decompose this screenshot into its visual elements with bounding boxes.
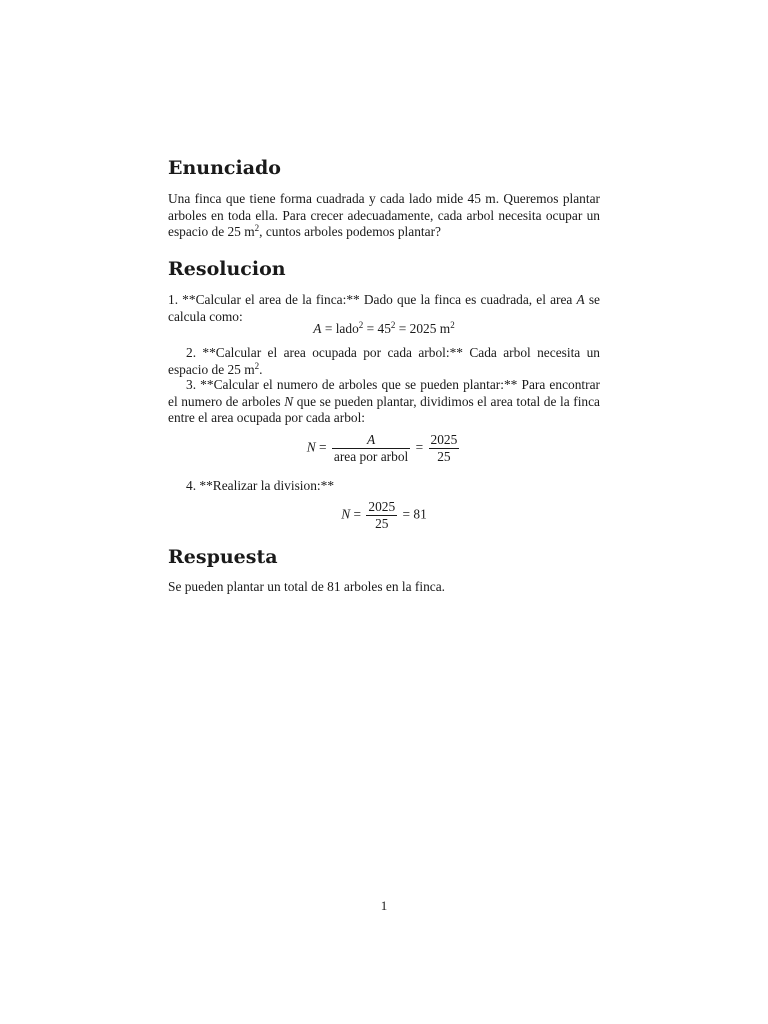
fraction-result: $\frac{2025}{25}$ [368,499,396,531]
fraction-area-over-tree-area: $\frac{A}{\text{area por arbol}}$ [333,432,409,464]
resolucion-heading: Resolucion [168,258,286,280]
division-equation: N = $\frac{2025}{25}$ = 81 [341,499,427,531]
page-number: 1 [380,898,388,913]
fraction-2025-over-25: $\frac{2025}{25}$ [430,432,458,464]
trees-formula-equation: N = $\frac{A}{\text{area por arbol}}$ = $\frac{2025}{25}$ [306,432,458,464]
step-2-paragraph: 2. **Calcular el area ocupada por cada arbol:** Cada arbol necesita un espacio de 25 $m^2$. [168,345,600,377]
step-1-paragraph: 1. **Calcular el area de la finca:** Dado que la finca es cuadrada, el area A se calcula como: [168,292,600,324]
step-3-paragraph: 3. **Calcular el numero de arboles que se pueden plantar:** Para encontrar el numero de arboles N que se pueden plantar, dividimos el area total de la finca entre el area ocupada por cada arbol: [168,377,601,425]
respuesta-heading: Respuesta [168,546,278,568]
enunciado-heading: Enunciado [168,157,281,179]
respuesta-paragraph: Se pueden plantar un total de 81 arboles en la finca. [168,579,446,594]
step-4-paragraph: 4. **Realizar la division:** [186,478,335,493]
enunciado-paragraph: Una finca que tiene forma cuadrada y cada lado mide 45 m. Queremos plantar arboles en toda ella. Para crecer adecuadamente, cada arbol necesita ocupar un espacio de 25 $m^2$, cuntos arboles podemos plantar? [168,191,600,239]
area-equation: A = lado$^2$ = $45^2 = 2025$ $m^2$ [313,320,455,336]
